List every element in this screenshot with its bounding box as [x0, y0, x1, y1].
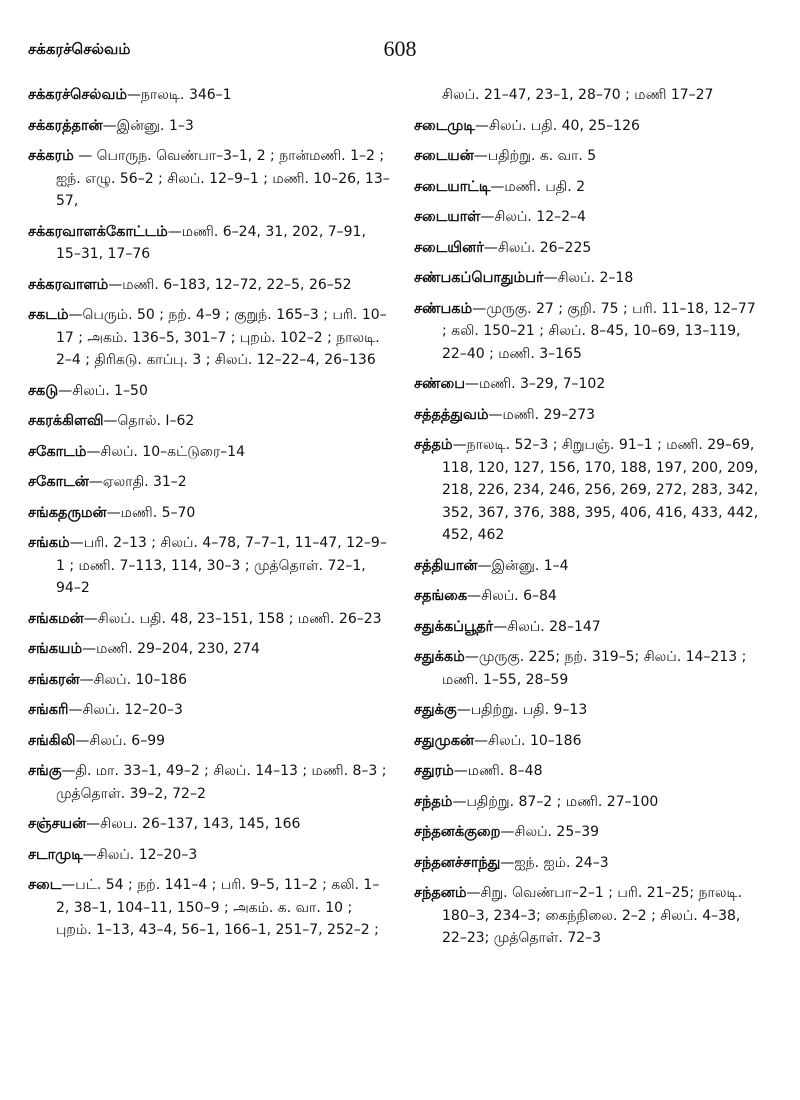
entry-references: —முருகு. 27 ; குறி. 75 ; பரி. 11–18, 12–77 ; கலி. 150–21 ; சிலப். 8–45, 10–69, 13–119, 22–40 ; மணி. 3–165 [442, 300, 756, 362]
entry-references: —மணி. 5–70 [106, 504, 196, 521]
index-entry [28, 813, 390, 836]
entry-headword: சங்கதருமன் [28, 504, 107, 521]
entry-references: —சிலப். 2–18 [543, 270, 634, 286]
index-entry [414, 882, 764, 950]
entry-references: —சிலப். 1–50 [58, 382, 148, 399]
entry-references: — பொருந. வெண்பா–3–1, 2 ; நான்மணி. 1–2 ; ஐந். எழு. 56–2 ; சிலப். 12–9–1 ; மணி. 10–26, 13–57, [56, 148, 390, 209]
index-entry [28, 760, 390, 805]
entry-headword: சஞ்சயன் [28, 816, 87, 832]
index-entry [28, 532, 390, 600]
entry-headword: சடையாள் [414, 209, 481, 225]
index-entry [414, 760, 764, 783]
entry-headword: சடைமுடி [414, 117, 475, 134]
entry-references: —சிலப. 26–137, 143, 145, 166 [86, 816, 301, 832]
entry-headword: சண்பகப்பொதும்பர் [414, 270, 544, 286]
entry-headword: சத்தியான் [414, 557, 478, 574]
entry-headword: சதுக்கு [414, 702, 457, 718]
entry-references: —மணி. 6–183, 12–72, 22–5, 26–52 [108, 276, 352, 293]
index-entry [414, 145, 764, 168]
index-entry [414, 585, 764, 608]
index-entry [414, 237, 764, 260]
entry-headword: சத்தம் [414, 437, 453, 453]
index-entry [414, 730, 764, 753]
entry-headword: சதுரம் [414, 763, 454, 779]
index-entry [28, 844, 390, 867]
index-entry [414, 404, 764, 427]
entry-references: —சிலப். பதி. 48, 23–151, 158 ; மணி. 26–23 [83, 610, 382, 627]
entry-headword: சதுக்கப்பூதர் [414, 618, 494, 635]
entry-headword: சண்பை [414, 376, 465, 392]
entry-headword: சக்கரம் [28, 148, 74, 164]
entry-headword: சகோடம் [28, 443, 87, 460]
index-entry [28, 274, 390, 297]
entry-references: —சிலப். 28–147 [493, 618, 601, 635]
entry-headword: சதுக்கம் [414, 649, 465, 665]
entry-references: —சிலப். 6–99 [75, 732, 166, 749]
index-entry [414, 555, 764, 578]
entry-references: —பட். 54 ; நற். 141–4 ; பரி. 9–5, 11–2 ; கலி. 1–2, 38–1, 104–11, 150–9 ; அகம். க. வா. 10 ; புறம். 1–13, 43–4, 56–1, 166–1, 251–7, 252–2 ; [56, 877, 380, 938]
index-entry [414, 298, 764, 366]
index-entry [28, 304, 390, 372]
index-entry [414, 791, 764, 814]
entry-references: —தி. மா. 33–1, 49–2 ; சிலப். 14–13 ; மணி. 8–3 ; முத்தொள். 39–2, 72–2 [56, 763, 387, 802]
entry-headword: சக்கரவாளம் [28, 276, 109, 293]
entry-references: —சிலப். 10–கட்டுரை–14 [86, 443, 245, 460]
entry-references: —சிலப். 10–186 [79, 671, 188, 688]
entry-references: —ஐந். ஐம். 24–3 [500, 854, 609, 871]
index-entry [28, 84, 390, 107]
index-entry [414, 176, 764, 199]
entry-references: —மணி. பதி. 2 [490, 178, 586, 195]
entry-headword: சடையினர் [414, 239, 484, 256]
entry-references: —மணி. 29–273 [488, 406, 596, 423]
index-entry [414, 267, 764, 290]
index-entry [414, 646, 764, 691]
entry-headword: சக்கரச்செல்வம் [28, 87, 127, 103]
entry-references: —மணி. 3–29, 7–102 [465, 376, 606, 392]
entry-headword: சந்தனம் [414, 885, 467, 901]
index-entry [414, 115, 764, 138]
index-entry [28, 502, 390, 525]
entry-references: —சிறு. வெண்பா–2–1 ; பரி. 21–25; நாலடி. 180–3, 234–3; கைந்நிலை. 2–2 ; சிலப். 4–38, 22–23; முத்தொள். 72–3 [442, 885, 743, 946]
right-column [414, 84, 764, 958]
entry-headword: சந்தனக்குறை [414, 824, 501, 840]
entry-headword: சங்கம் [28, 535, 70, 551]
entry-references: —சிலப். 12–20–3 [68, 702, 183, 718]
entry-references: —நாலடி. 52–3 ; சிறுபஞ். 91–1 ; மணி. 29–69, 118, 120, 127, 156, 170, 188, 197, 200, 209, 218, 226, 234, 246, 256, 269, 272, 283, 342, 352, 367, 376, 388, 395, 406, 416, 433, 442, 452, 462 [442, 437, 759, 543]
left-column [28, 84, 390, 950]
entry-references: —சிலப். பதி. 40, 25–126 [474, 117, 640, 134]
entry-headword: சகடு [28, 382, 59, 399]
entry-references: —ஏலாதி. 31–2 [88, 474, 187, 490]
entry-references: —இன்னு. 1–4 [477, 557, 569, 574]
page-number: 608 [383, 36, 417, 61]
entry-headword: சங்கரி [28, 702, 69, 718]
index-entry [28, 221, 390, 266]
entry-references: —சிலப். 12–2–4 [480, 209, 586, 225]
entry-references: —மணி. 29–204, 230, 274 [82, 641, 260, 657]
entry-headword: சக்கரவாளக்கோட்டம் [28, 223, 168, 240]
entry-headword: சக்கரத்தான் [28, 117, 103, 134]
entry-references: —சிலப். 12–20–3 [82, 846, 198, 863]
entry-references: —பரி. 2–13 ; சிலப். 4–78, 7–7–1, 11–47, 12–9–1 ; மணி. 7–113, 114, 30–3 ; முத்தொள். 72–1, 94–2 [56, 535, 387, 596]
entry-headword: சத்தத்துவம் [414, 406, 489, 423]
entry-headword: சங்கிலி [28, 732, 76, 749]
index-entry [28, 145, 390, 213]
running-head: சக்கரச்செல்வம் [28, 40, 131, 58]
entry-references: —பெரும். 50 ; நற். 4–9 ; குறுந். 165–3 ; பரி. 10–17 ; அகம். 136–5, 301–7 ; புறம். 102–2 ; நாலடி. 2–4 ; திரிகடு. காப்பு. 3 ; சிலப். 12–22–4, 26–136 [56, 307, 387, 368]
index-entry [414, 206, 764, 229]
entry-references: —சிலப். 10–186 [474, 732, 582, 749]
entry-headword: சகடம் [28, 307, 69, 323]
entry-headword: சங்கு [28, 763, 62, 779]
entry-headword: சந்தனச்சாந்து [414, 854, 501, 871]
index-entry [28, 699, 390, 722]
entry-headword: சடாமுடி [28, 846, 83, 863]
index-entry [28, 380, 390, 403]
entry-references: —தொல். I–62 [103, 413, 195, 429]
index-entry [28, 471, 390, 494]
entry-headword: சதங்கை [414, 588, 468, 604]
entry-headword: சடையாட்டி [414, 178, 491, 195]
entry-headword: சங்கரன் [28, 671, 80, 688]
entry-references: —பதிற்று. பதி. 9–13 [456, 702, 588, 718]
entry-references: —முருகு. 225; நற். 319–5; சிலப். 14–213 ; மணி. 1–55, 28–59 [442, 649, 747, 688]
entry-references: —பதிற்று. க. வா. 5 [473, 148, 597, 164]
index-entry [28, 874, 390, 942]
index-entry [414, 434, 764, 547]
index-entry [28, 638, 390, 661]
entry-headword: சங்கயம் [28, 641, 83, 657]
index-entry [28, 441, 390, 464]
entry-headword: சகரக்கிளவி [28, 413, 104, 429]
index-entry [28, 115, 390, 138]
entry-references: —மணி. 8–48 [453, 763, 543, 779]
index-entry [414, 699, 764, 722]
entry-references: —சிலப். 25–39 [500, 824, 600, 840]
index-entry [414, 852, 764, 875]
index-entry [414, 373, 764, 396]
entry-headword: சடையன் [414, 148, 474, 164]
entry-headword: சண்பகம் [414, 300, 473, 317]
index-entry [28, 669, 390, 692]
entry-headword: சதுமுகன் [414, 732, 475, 749]
entry-headword: சடை [28, 877, 62, 893]
entry-references: —பதிற்று. 87–2 ; மணி. 27–100 [452, 793, 659, 810]
index-entry [414, 821, 764, 844]
index-entry [28, 410, 390, 433]
entry-references: —சிலப். 6–84 [467, 588, 557, 604]
index-entry [28, 730, 390, 753]
entry-references: —சிலப். 26–225 [483, 239, 592, 256]
entry-headword: சந்தம் [414, 793, 453, 810]
entry-references: சிலப். 21–47, 23–1, 28–70 ; மணி 17–27 [442, 87, 714, 103]
entry-headword: சங்கமன் [28, 610, 84, 627]
entry-references: —இன்னு. 1–3 [102, 117, 194, 134]
entry-references: —நாலடி. 346–1 [127, 87, 232, 103]
entry-references: —மணி. 6–24, 31, 202, 7–91, 15–31, 17–76 [56, 223, 366, 262]
entry-headword: சகோடன் [28, 474, 89, 490]
index-entry [414, 616, 764, 639]
index-entry [442, 84, 764, 107]
index-entry [28, 608, 390, 631]
